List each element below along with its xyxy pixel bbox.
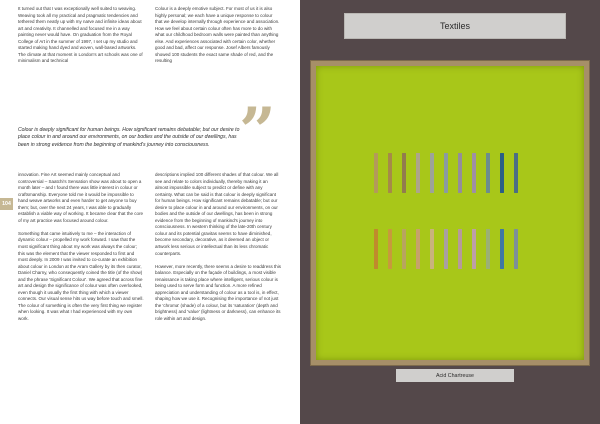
artwork-stripe-top	[430, 153, 434, 193]
quote-mark-icon: ”	[239, 94, 276, 169]
artwork-stripe-bottom	[416, 229, 420, 269]
artwork-stripe-top	[388, 153, 392, 193]
artwork-stripe-top	[402, 153, 406, 193]
text-column-bottom-right	[155, 172, 281, 402]
artwork-stripe-bottom	[458, 229, 462, 269]
artwork-stripe-bottom	[402, 229, 406, 269]
page-number: 104	[0, 198, 13, 210]
pull-quote-text: Colour is deeply significant for human beings. How significant remains debatable; but our desire to place colour in and around our environments, on our bodies and the outside of our dwellings, has been in strong evidence from the beginning of mankind's journey into consciousness.	[18, 127, 240, 148]
artwork-stripe-top	[472, 153, 476, 193]
artwork-stripe-bottom	[388, 229, 392, 269]
artwork-stripe-top	[500, 153, 504, 193]
artwork-stripe-bottom	[374, 229, 378, 269]
text-column-bottom-left	[18, 172, 144, 424]
paragraph: However, more recently, there seems a desire to readdress this balance. Especially on the façade of buildings, a most visible renaissance is taking place where intelligent, serious colour is being used to serve form and function. A more refined appreciation and understanding of colour as a tool is, in effect, shaping how we use it. Recognising the importance of not just the 'chroma' (shade) of a colour, but its 'saturation' (depth and brightness) and 'value' (lightness or darkness), can enhance its role within art and design.	[155, 263, 281, 321]
paragraph: descriptions implied 100 different shades of that colour. We all see and relate to colors individually, thereby making it an almost impossible subject to predict or define with any certainty. What can be said is that colour is deeply significant for human beings. How significant remains debatable; but our desire to place colour in and around our environments, on our bodies and the outside of our dwellings, has been in strong evidence from the beginning of mankind's journey into consciousness. In western thinking of the late-20th century colour and its potential gravitas seems to have diminished, become secondary, decorative, as it deemed an object or artwork less serious or intellectual than its less chromatic counterparts.	[155, 172, 279, 256]
pull-quote	[18, 127, 240, 163]
text-column-top-right: Colour is a deeply emotive subject. For most of us it is also highly personal; we each have a unique response to colour that we develop internally through experience and association. How we feel about certain colour often has more to do with what our childhood bedroom walls were painted than anything else. And experiences associated with certain color, whether good and bad, affect our response. Josef Albers famously showed 100 students the exact same shade of red, and the resulting	[155, 6, 280, 64]
artwork-stripe-top	[458, 153, 462, 193]
artwork-stripe-bottom	[486, 229, 490, 269]
text-column-top-left: It turned out that I was exceptionally well suited to weaving. Weaving took all my practical and pragmatic tendencies and tethered them neatly up with my naïve and infinite ideas about art and creativity. It channelled and focused me in a way painting never would have. On graduation from the Royal College of Art in the summer of 1997, I set up my studio and started making hand dyed and woven, wall-based artworks. The climate at that moment in London's art schools was one of minimalism and technical	[18, 6, 143, 64]
artwork-canvas	[316, 66, 584, 360]
artwork-stripe-top	[514, 153, 518, 193]
artwork-stripe-top	[486, 153, 490, 193]
paragraph: Something that came intuitively to me – the interaction of dynamic colour – propelled my work forward. I saw that the most significant thing about my work was always the colour; this was the element that the viewer responded to first and most deeply. In 2009 I was invited to co-curate an exhibition about colour in London at the Aram Gallery by its then curator, Daniel Charny, who consequently coined the title (of the show) and the phrase 'Significant Colour'. We agreed that across fine art and design the significance of colour was often overlooked, even though it usually the first thing with which a viewer connects. Our visual sense hits us way before touch and smell. The colour of something is often the very first thing we register when looking. It was what I had experienced with my own work.	[18, 230, 144, 321]
artwork-stripe-bottom	[444, 229, 448, 269]
artwork-frame	[310, 60, 590, 366]
artwork-stripe-bottom	[514, 229, 518, 269]
right-page	[300, 0, 600, 424]
artwork-stripe-bottom	[430, 229, 434, 269]
artwork-caption: Acid Chartreuse	[396, 369, 514, 382]
artwork-stripe-bottom	[472, 229, 476, 269]
artwork-stripe-top	[374, 153, 378, 193]
paragraph: innovation. Fine Art seemed mainly conceptual and controversial – Saatchi's Sensation show was about to open a month later – and I found there was little interest in colour or craftsmanship. Everyone told me it would be impossible to hand weave artworks and even harder to get anyone to buy them; but, over the next 24 years, I was able to gradually establish a viable way of working. It became clear that the core of my art practice was focused around colour.	[18, 172, 144, 223]
section-title: Textiles	[344, 13, 566, 39]
artwork-stripe-top	[444, 153, 448, 193]
artwork-stripe-top	[416, 153, 420, 193]
artwork-stripe-bottom	[500, 229, 504, 269]
